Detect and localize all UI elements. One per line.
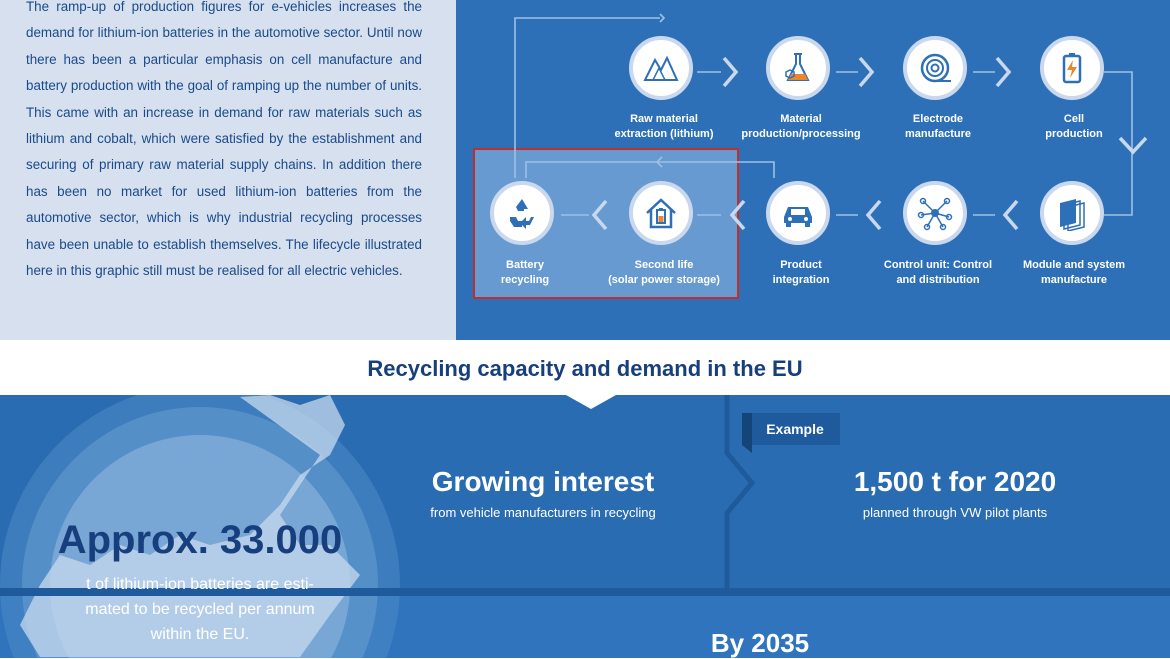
chevron-left-icon — [868, 201, 880, 229]
chevron-right-icon — [724, 58, 736, 86]
example-title: 1,500 t for 2020 — [853, 466, 1057, 497]
chevron-right-icon — [860, 58, 872, 86]
step-label: Raw material extraction (lithium) — [614, 113, 714, 140]
step-label: Module and system manufacture — [1022, 259, 1126, 286]
step-node-electrode — [903, 36, 967, 100]
chevron-left-icon — [594, 201, 606, 229]
step-label: Control unit: Control and distribution — [883, 259, 993, 286]
chevron-right-icon — [997, 58, 1009, 86]
battery-icon — [1054, 50, 1090, 86]
intro-panel — [0, 0, 456, 340]
capacity-figure: Approx. 33.000 — [57, 518, 343, 562]
step-node-recycling — [490, 181, 554, 245]
mountains-icon — [643, 50, 679, 86]
step-node-control-unit — [903, 181, 967, 245]
chevron-left-icon — [732, 201, 744, 229]
step-label: Battery recycling — [500, 259, 550, 286]
capacity-caption: t of lithium-ion batteries are esti- mated to be recycled per annum within the EU. — [85, 576, 315, 643]
step-label: Second life (solar power storage) — [608, 259, 720, 286]
network-icon — [917, 195, 953, 231]
step-label: Cell production — [1045, 113, 1103, 140]
car-icon — [780, 195, 816, 231]
step-node-cell — [1040, 36, 1104, 100]
section-title: Recycling capacity and demand in the EU — [367, 356, 803, 381]
example-subtitle: planned through VW pilot plants — [862, 505, 1048, 520]
step-node-second-life — [629, 181, 693, 245]
intro-text: The ramp-up of production figures for e-vehicles increases the demand for lithium-ion batteries in the automotive sector. Until now there has been a particular emphasis on cell manufacture and battery production with the goal of ramping up the number of units. This came with an increase in demand for raw materials such as lithium and cobalt, which were satisfied by the establishment and securing of primary raw material supply chains. In addition there has been no market for used lithium-ion batteries from the automotive sector, which is why industrial recycling processes have been unable to establish themselves. The lifecycle illustrated here in this graphic still must be realised for all electric vehicles. — [26, 0, 422, 279]
step-node-module — [1040, 181, 1104, 245]
step-label: Material production/processing — [741, 113, 861, 140]
house-battery-icon — [643, 195, 679, 231]
chevron-left-icon — [1005, 201, 1017, 229]
step-node-product — [766, 181, 830, 245]
coil-icon — [917, 50, 953, 86]
flask-icon — [780, 50, 816, 86]
interest-subtitle: from vehicle manufacturers in recycling — [430, 505, 656, 520]
step-label: Product integration — [772, 259, 830, 286]
recycle-icon — [504, 195, 540, 231]
interest-title: Growing interest — [431, 466, 655, 497]
future-title: By 2035 — [710, 628, 810, 658]
example-badge: Example — [766, 421, 824, 437]
step-node-material — [766, 36, 830, 100]
step-label: Electrode manufacture — [904, 113, 972, 140]
step-node-raw-material — [629, 36, 693, 100]
modules-icon — [1054, 195, 1090, 231]
